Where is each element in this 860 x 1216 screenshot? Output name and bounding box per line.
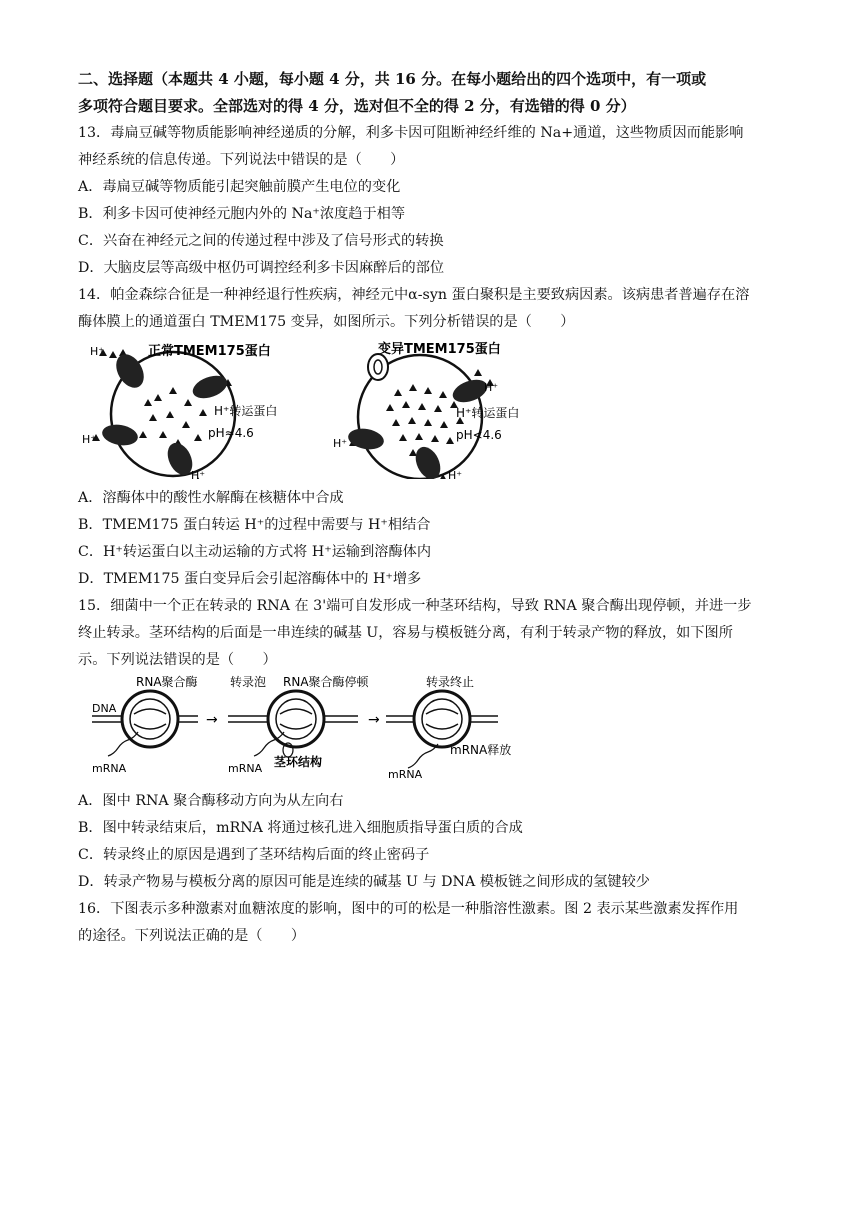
q14-figure-svg bbox=[78, 339, 598, 479]
q14-option-d: D．TMEM175 蛋白变异后会引起溶酶体中的 H⁺增多 bbox=[78, 571, 422, 587]
stem-loop-label: 茎环结构 bbox=[274, 755, 323, 769]
q14-option-c: C．H⁺转运蛋白以主动运输的方式将 H⁺运输到溶酶体内 bbox=[78, 544, 432, 560]
transcription-panel-3 bbox=[386, 674, 511, 781]
exam-page bbox=[78, 66, 790, 950]
h-plus-label: H⁺ bbox=[82, 433, 97, 446]
variant-ph-label: pH<4.6 bbox=[456, 428, 502, 442]
h-plus-label: H⁺ bbox=[90, 345, 105, 358]
transcription-panel-2 bbox=[228, 674, 370, 775]
mrna-label: mRNA bbox=[388, 768, 423, 781]
q13-option-d: D．大脑皮层等高级中枢仍可调控经利多卡因麻醉后的部位 bbox=[78, 260, 445, 276]
q13-option-a: A．毒扁豆碱等物质能引起突触前膜产生电位的变化 bbox=[78, 179, 401, 195]
q16-stem-line2: 的途径。下列说法正确的是（ ） bbox=[78, 928, 306, 944]
q15-option-d: D．转录产物易与模板分离的原因可能是连续的碱基 U 与 DNA 模板链之间形成的氢键较少 bbox=[78, 874, 650, 890]
q16-stem-line1: 16．下图表示多种激素对血糖浓度的影响，图中的可的松是一种脂溶性激素。图 2 表示某些激素发挥作用 bbox=[78, 901, 739, 917]
normal-ph-label: pH≈4.6 bbox=[208, 426, 254, 440]
rna-polymerase-pause-label: RNA聚合酶停顿 bbox=[283, 675, 369, 689]
variant-transporter-label: H⁺转运蛋白 bbox=[456, 406, 520, 420]
mrna-release-label: mRNA释放 bbox=[450, 743, 512, 757]
h-plus-label: H⁺ bbox=[333, 437, 348, 450]
q15-stem-line2: 终止转录。茎环结构的后面是一串连续的碱基 U，容易与模板链分离，有利于转录产物的释放，如下图所 bbox=[78, 625, 733, 641]
q15-option-a: A．图中 RNA 聚合酶移动方向为从左向右 bbox=[78, 793, 344, 809]
transporter-icon bbox=[101, 349, 231, 479]
q14-stem-line1: 14．帕金森综合征是一种神经退行性疾病，神经元中α-syn 蛋白聚积是主要致病因素。该病患者普遍存在溶 bbox=[78, 287, 750, 303]
arrow-icon: → bbox=[368, 712, 380, 728]
mrna-label: mRNA bbox=[228, 762, 263, 775]
normal-transporter-label: H⁺转运蛋白 bbox=[214, 404, 278, 418]
q14-option-b: B．TMEM175 蛋白转运 H⁺的过程中需要与 H⁺相结合 bbox=[78, 517, 431, 533]
q14-option-a: A．溶酶体中的酸性水解酶在核糖体中合成 bbox=[78, 490, 344, 506]
section-title-line2: 多项符合题目要求。全部选对的得 4 分，选对但不全的得 2 分，有选错的得 0 分） bbox=[78, 97, 636, 115]
q15-option-b: B．图中转录结束后，mRNA 将通过核孔进入细胞质指导蛋白质的合成 bbox=[78, 820, 523, 836]
q13-stem-line1: 13．毒扁豆碱等物质能影响神经递质的分解，利多卡因可阻断神经纤维的 Na+通道，这些物质因而能影响 bbox=[78, 125, 744, 141]
mrna-label: mRNA bbox=[92, 762, 127, 775]
q15-option-c: C．转录终止的原因是遇到了茎环结构后面的终止密码子 bbox=[78, 847, 430, 863]
q15-stem-line1: 15．细菌中一个正在转录的 RNA 在 3'端可自发形成一种茎环结构，导致 RNA 聚合酶出现停顿，并进一步 bbox=[78, 598, 752, 614]
q15-stem-line3: 示。下列说法错误的是（ ） bbox=[78, 652, 277, 668]
variant-channel-icon bbox=[368, 354, 388, 380]
normal-lysosome bbox=[82, 343, 277, 479]
q14-lysosome-figure bbox=[78, 339, 790, 479]
normal-tmem175-title: 正常TMEM175蛋白 bbox=[148, 344, 271, 359]
arrow-icon: → bbox=[206, 712, 218, 728]
q13-option-c: C．兴奋在神经元之间的传递过程中涉及了信号形式的转换 bbox=[78, 233, 444, 249]
h-plus-label: H⁺ bbox=[484, 381, 499, 394]
q15-figure-svg bbox=[78, 674, 538, 782]
dna-label: DNA bbox=[92, 702, 117, 715]
q14-stem-line2: 酶体膜上的通道蛋白 TMEM175 变异，如图所示。下列分析错误的是（ ） bbox=[78, 314, 575, 330]
q13-option-b: B．利多卡因可使神经元胞内外的 Na⁺浓度趋于相等 bbox=[78, 206, 406, 222]
transcription-panel-1 bbox=[92, 674, 198, 775]
q15-transcription-figure bbox=[78, 674, 790, 782]
variant-lysosome bbox=[333, 341, 519, 479]
h-plus-label: H⁺ bbox=[191, 469, 206, 479]
rna-polymerase-label: RNA聚合酶 bbox=[136, 675, 198, 689]
q13-stem-line2: 神经系统的信息传递。下列说法中错误的是（ ） bbox=[78, 152, 405, 168]
transcription-termination-label: 转录终止 bbox=[426, 675, 475, 689]
transcription-bubble-label: 转录泡 bbox=[230, 675, 267, 689]
section-title-line1: 二、选择题（本题共 4 小题，每小题 4 分，共 16 分。在每小题给出的四个选项中，有一项或 bbox=[78, 70, 707, 88]
variant-tmem175-title: 变异TMEM175蛋白 bbox=[378, 342, 501, 357]
h-plus-label: H⁺ bbox=[448, 469, 463, 479]
